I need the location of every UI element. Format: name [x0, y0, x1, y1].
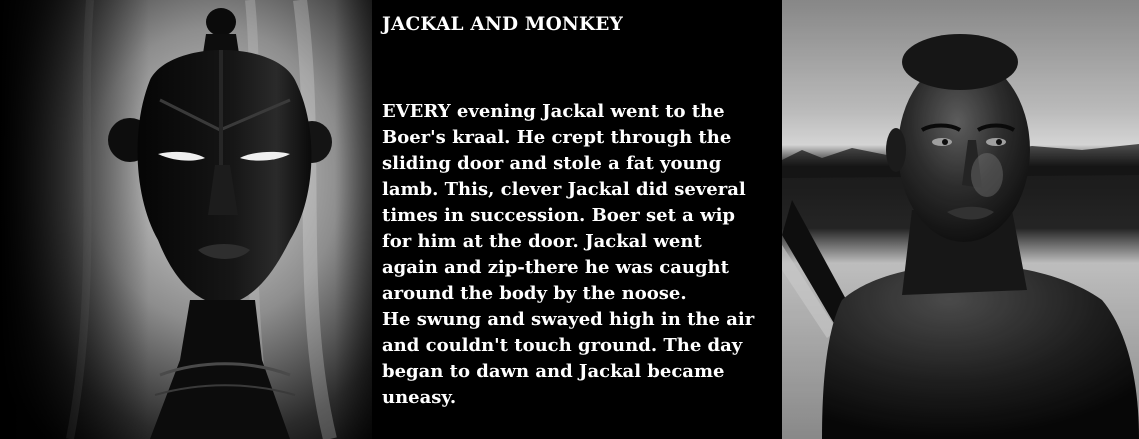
story-line: and couldn't touch ground. The day	[382, 335, 743, 356]
story-line: again and zip-there he was caught	[382, 257, 729, 278]
portrait-photo	[782, 0, 1139, 439]
story-line: for him at the door. Jackal went	[382, 231, 702, 252]
story-line: uneasy.	[382, 387, 457, 408]
story-line: lamb. This, clever Jackal did several	[382, 179, 746, 200]
story-title: JACKAL AND MONKEY	[382, 14, 624, 35]
story-line: EVERY evening Jackal went to the	[382, 101, 725, 122]
story-line: Boer's kraal. He crept through the	[382, 127, 732, 148]
story-line: sliding door and stole a fat young	[382, 153, 722, 174]
story-line: He swung and swayed high in the air	[382, 309, 755, 330]
story-text	[382, 99, 778, 411]
story-panel	[372, 0, 782, 439]
mask-photo	[0, 0, 372, 439]
story-line: times in succession. Boer set a wip	[382, 205, 736, 226]
story-line: began to dawn and Jackal became	[382, 361, 725, 382]
story-line: around the body by the noose.	[382, 283, 687, 304]
